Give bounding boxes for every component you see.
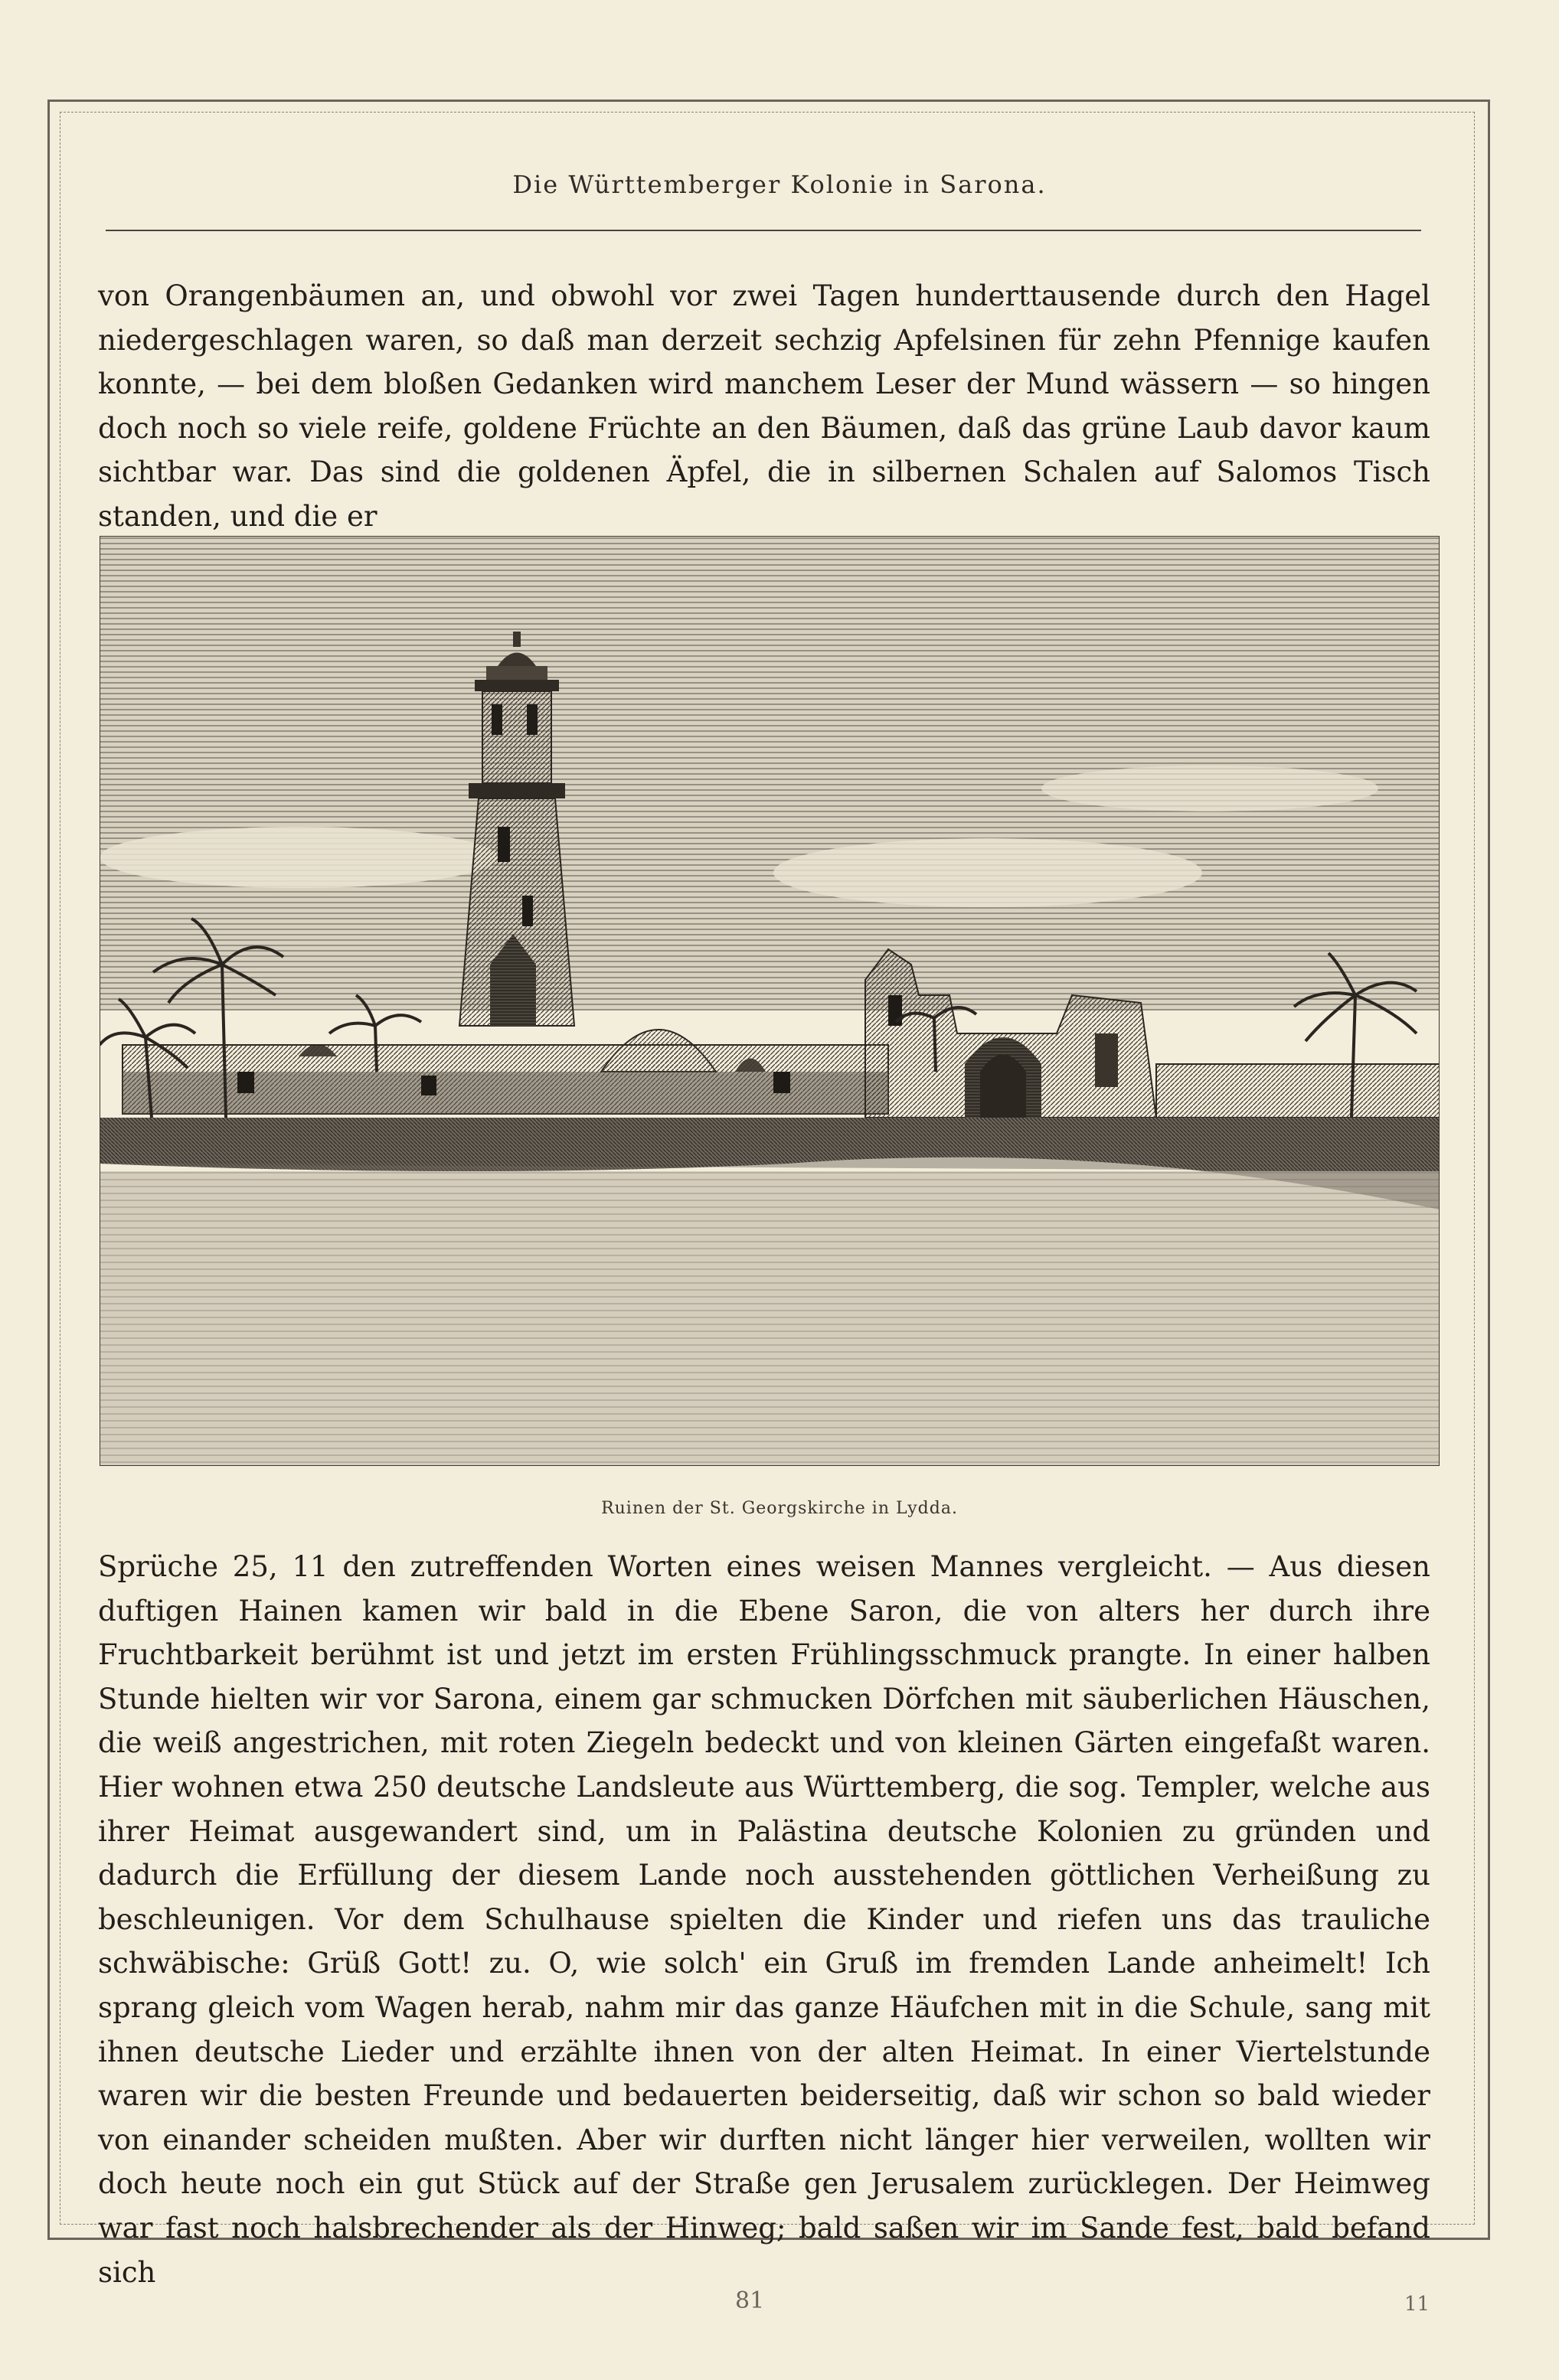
body-paragraph-bottom — [98, 1545, 1430, 2294]
paragraph-text: Sprüche 25, 11 den zutreffenden Worten eines weisen Mannes vergleicht. — Aus diesen duftigen Hainen kamen wir bald in die Ebene Saron, die von alters her durch ihre Fruchtbarkeit berühmt ist und jetzt im ersten Frühlingsschmuck prangte. In einer halben Stunde hielten wir vor Sarona, einem gar schmucken Dörfchen mit säuberlichen Häuschen, die weiß angestrichen, mit roten Ziegeln bedeckt und von kleinen Gärten eingefaßt waren. Hier wohnen etwa 250 deutsche Landsleute aus Württemberg, die sog. Templer, welche aus ihrer Heimat ausgewandert sind, um in Palästina deutsche Kolonien zu gründen und dadurch die Erfüllung der diesem Lande noch ausstehenden göttlichen Verheißung zu beschleunigen. Vor dem Schulhause spielten die Kinder und riefen uns das trauliche schwäbische: Grüß Gott! zu. O, wie solch' ein Gruß im fremden Lande anheimelt! Ich sprang gleich vom Wagen herab, nahm mir das ganze Häufchen mit in die Schule, sang mit ihnen deutsche Lieder und erzählte ihnen von der alten Heimat. In einer Viertelstunde waren wir die besten Freunde und bedauerten beiderseitig, daß wir schon so bald wieder von einander scheiden mußten. Aber wir durften nicht länger hier verweilen, wollten wir doch heute noch ein gut Stück auf der Straße gen Jerusalem zurücklegen. Der Heimweg war fast noch halsbrechender als der Hinweg; bald saßen wir im Sande fest, bald befand sich — [98, 1550, 1430, 2289]
sheet-number: 11 — [1404, 2293, 1430, 2316]
engraving-drawing — [100, 536, 1440, 1466]
minaret — [459, 632, 574, 1026]
head-rule — [106, 230, 1421, 231]
running-head: Die Württemberger Kolonie in Sarona. — [512, 170, 1047, 199]
paragraph-text: von Orangenbäumen an, und obwohl vor zwei Tagen hunderttausende durch den Hagel niedergeschlagen waren, so daß man derzeit sechzig Apfelsinen für zehn Pfennige kaufen konnte, — bei dem bloßen Gedanken wird manchem Leser der Mund wässern — so hingen doch noch so viele reife, goldene Früchte an den Bäumen, daß das grüne Laub davor kaum sichtbar war. Das sind die goldenen Äpfel, die in silbernen Schalen auf Salomos Tisch standen, und die er — [98, 279, 1430, 533]
body-paragraph-top — [98, 274, 1430, 539]
figure-caption: Ruinen der St. Georgskirche in Lydda. — [601, 1499, 958, 1518]
engraving-illustration — [100, 536, 1440, 1466]
page-number: 81 — [735, 2287, 765, 2314]
